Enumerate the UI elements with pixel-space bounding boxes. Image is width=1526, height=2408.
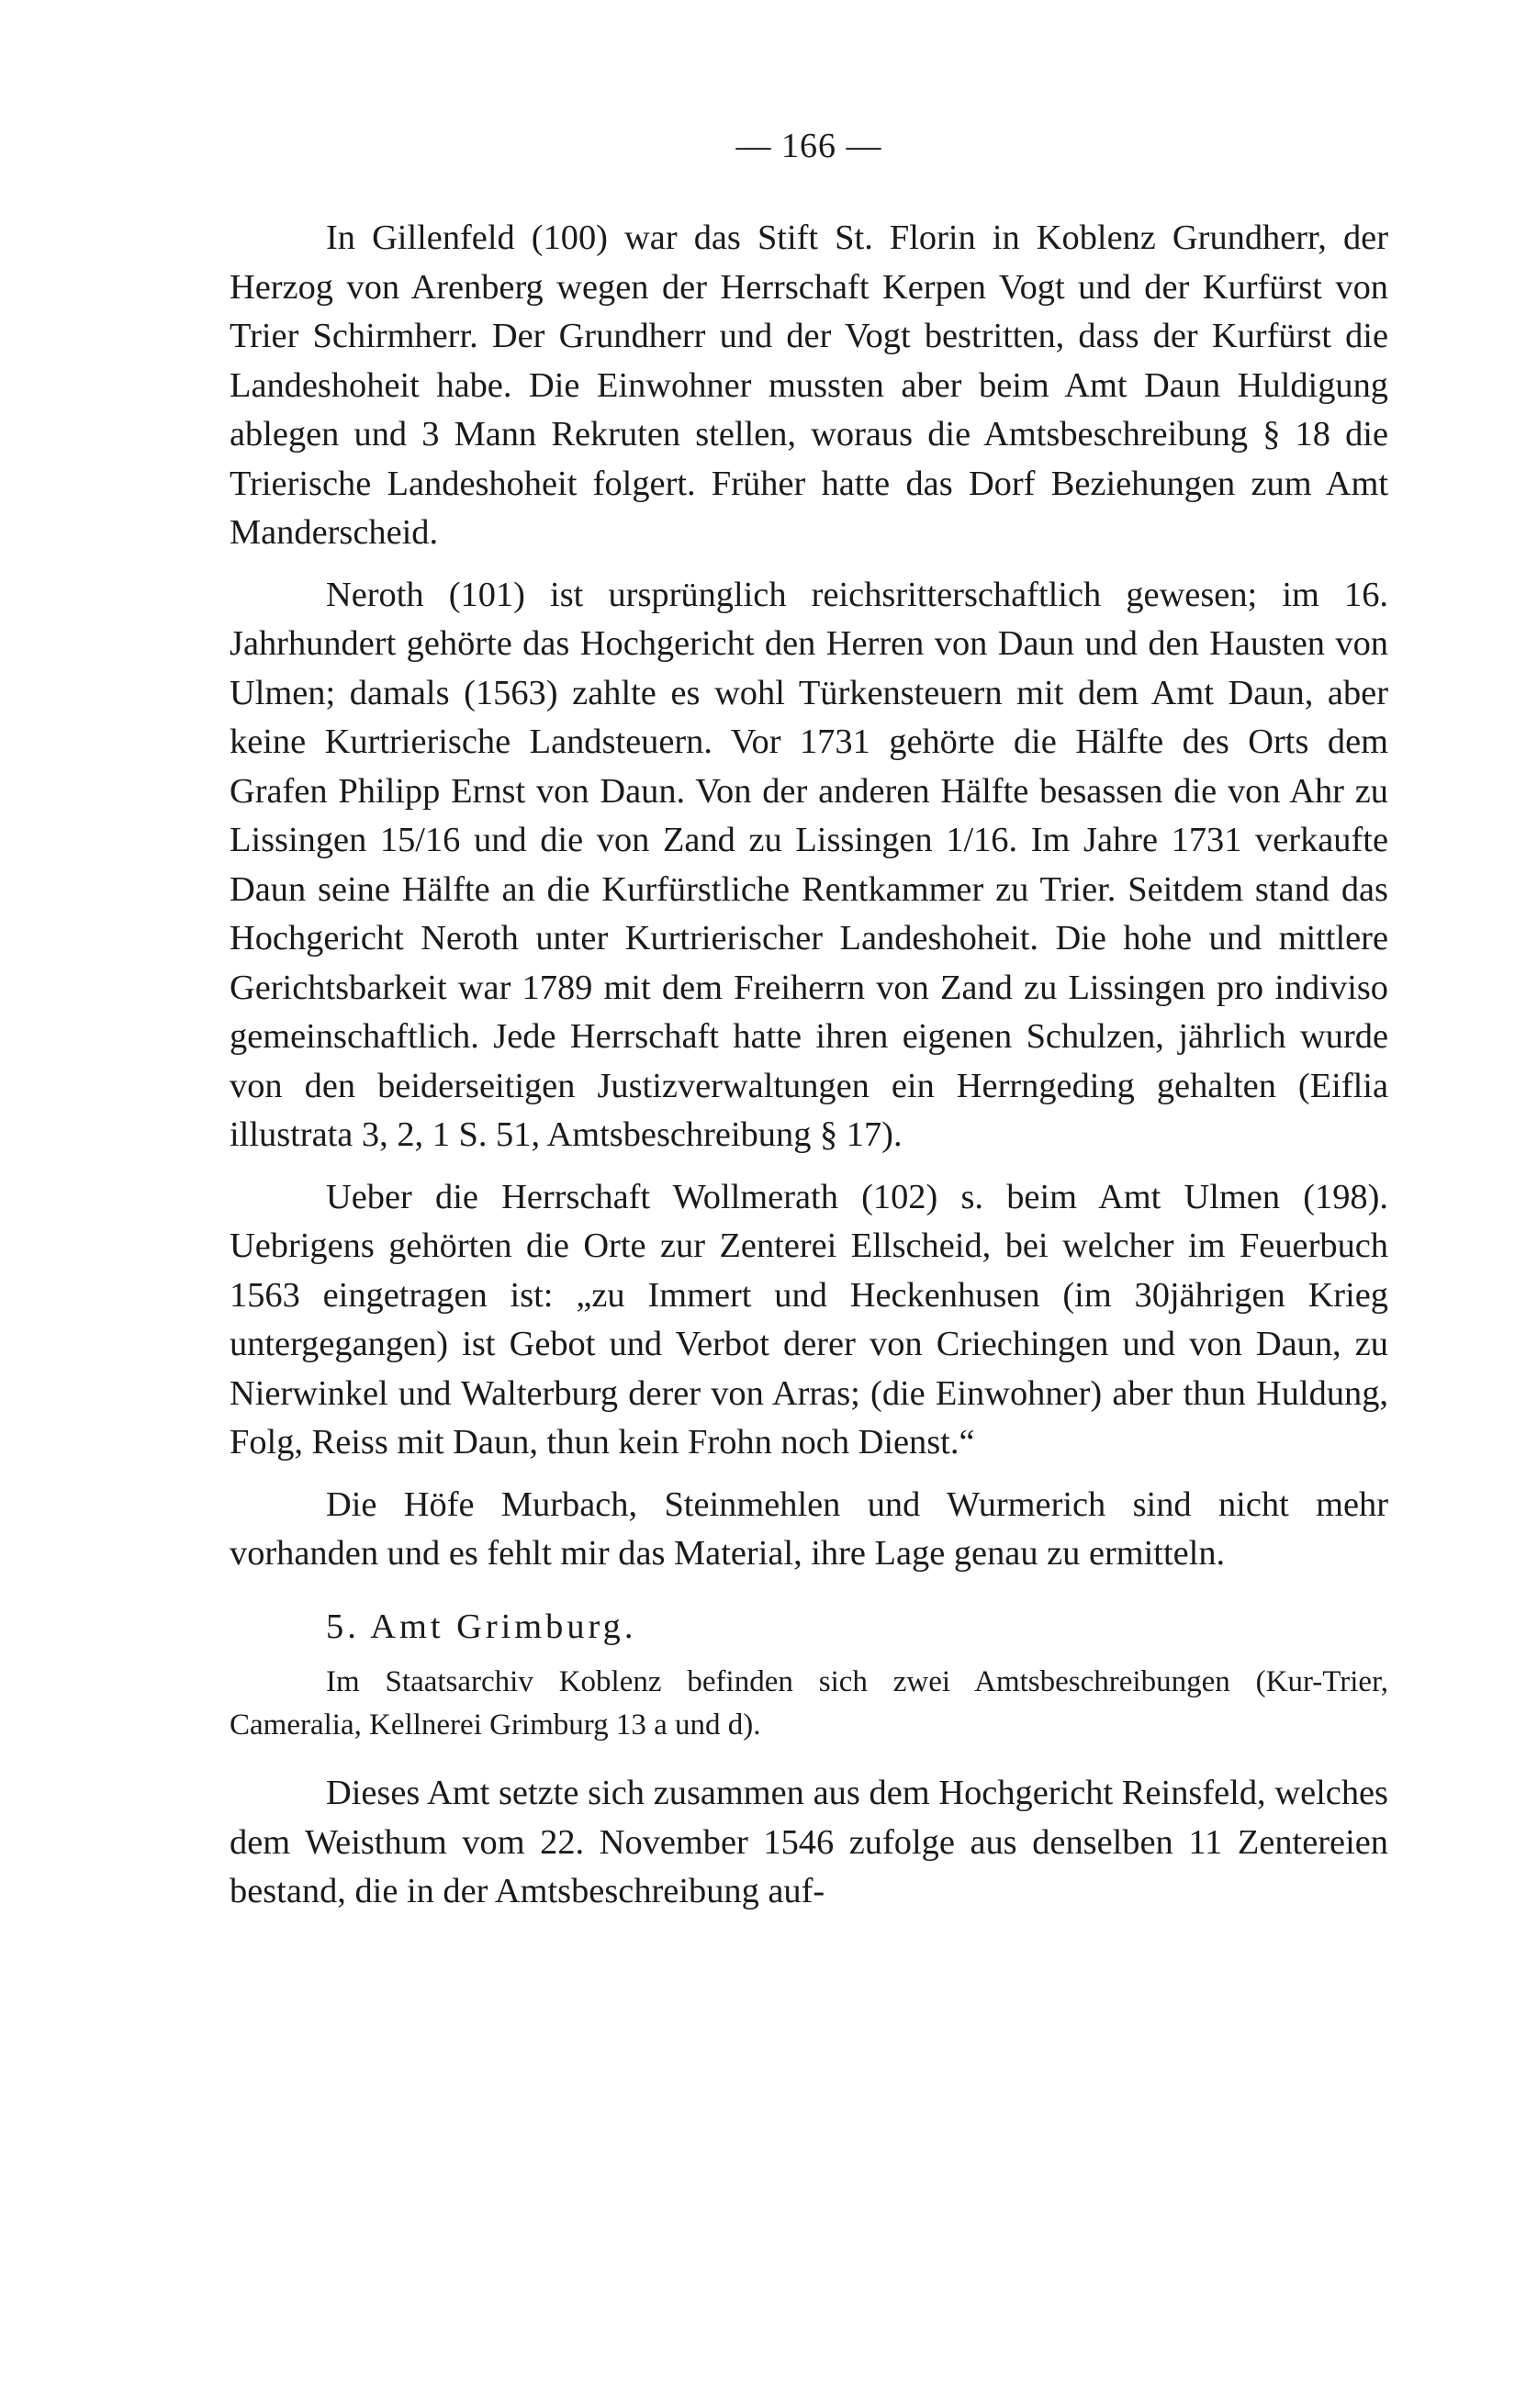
paragraph-gillenfeld: In Gillenfeld (100) war das Stift St. Florin in Koblenz Grundherr, der Herzog von Arenberg wegen der Herrschaft Kerpen Vogt und der Kurfürst von Trier Schirmherr. Der Grundherr und der Vogt bestritten, dass der Kurfürst die Landeshoheit habe. Die Einwohner mussten aber beim Amt Daun Huldigung ablegen und 3 Mann Rekruten stellen, woraus die Amtsbeschreibung § 18 die Trierische Landeshoheit folgert. Früher hatte das Dorf Beziehungen zum Amt Manderscheid. bbox=[230, 218, 1388, 552]
page-number: — 166 — bbox=[735, 127, 882, 165]
paragraph-hoefe: Die Höfe Murbach, Steinmehlen und Wurmerich sind nicht mehr vorhanden und es fehlt mir das Material, ihre Lage genau zu ermitteln. bbox=[230, 1484, 1388, 1573]
archive-note: Im Staatsarchiv Koblenz befinden sich zwei Amtsbeschreibungen (Kur-Trier, Cameralia, Kellnerei Grimburg 13 a und d). bbox=[230, 1665, 1388, 1742]
paragraph-wollmerath: Ueber die Herrschaft Wollmerath (102) s. beim Amt Ulmen (198). Uebrigens gehörten die Orte zur Zenterei Ellscheid, bei welcher im Feuerbuch 1563 eingetragen ist: „zu Immert und Heckenhusen (im 30jährigen Krieg untergegangen) ist Gebot und Verbot derer von Criechingen und von Daun, zu Nierwinkel und Walterburg derer von Arras; (die Einwohner) aber thun Huldung, Folg, Reiss mit Daun, thun kein Frohn noch Dienst.“ bbox=[230, 1177, 1388, 1462]
paragraph-neroth: Neroth (101) ist ursprünglich reichsritterschaftlich gewesen; im 16. Jahrhundert gehörte das Hochgericht den Herren von Daun und den Hausten von Ulmen; damals (1563) zahlte es wohl Türkensteuern mit dem Amt Daun, aber keine Kurtrierische Landsteuern. Vor 1731 gehörte die Hälfte des Orts dem Grafen Philipp Ernst von Daun. Von der anderen Hälfte besassen die von Ahr zu Lissingen 15/16 und die von Zand zu Lissingen 1/16. Im Jahre 1731 verkaufte Daun seine Hälfte an die Kurfürstliche Rentkammer zu Trier. Seitdem stand das Hochgericht Neroth unter Kurtrierischer Landeshoheit. Die hohe und mittlere Gerichtsbarkeit war 1789 mit dem Freiherrn von Zand zu Lissingen pro indiviso gemeinschaftlich. Jede Herrschaft hatte ihren eigenen Schulzen, jährlich wurde von den beiderseitigen Justizverwaltungen ein Herrngeding gehalten (Eiflia illustrata 3, 2, 1 S. 51, Amtsbeschreibung § 17). bbox=[230, 575, 1388, 1154]
section-heading: 5. Amt Grimburg. bbox=[326, 1607, 637, 1646]
page-body bbox=[230, 129, 1388, 1930]
paragraph-amt-grimburg: Dieses Amt setzte sich zusammen aus dem Hochgericht Reinsfeld, welches dem Weisthum vom 22. November 1546 zufolge aus denselben 11 Zentereien bestand, die in der Amtsbeschreibung auf- bbox=[230, 1774, 1388, 1910]
